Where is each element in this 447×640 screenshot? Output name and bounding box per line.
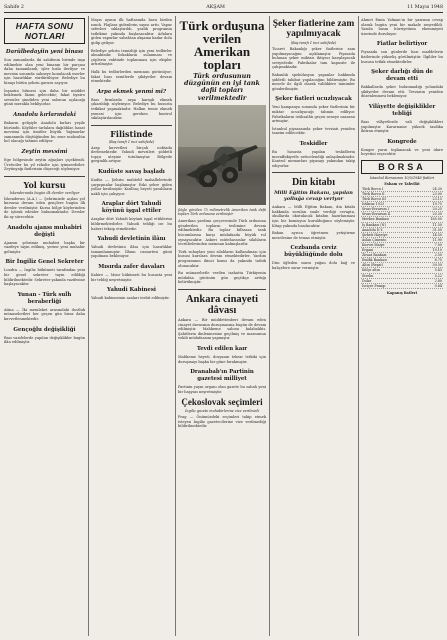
section-heading: Arpa ekmek yenmi mi? bbox=[96, 88, 167, 95]
section-heading: Zeytin mevsimi bbox=[21, 148, 68, 155]
article-text: Mayıs ayının ilk haftasında hava birden ısındı. Plajlara gidenlerin sayısı arttı. Vapur seferleri sıklaştırıldı, yazlık programın tatbikine yakında başlanacaktır. Adalara giden vapurlar sabahtan akşama kadar dolu gidip geliyor. bbox=[91, 18, 172, 45]
section-heading: Şeker fiatleri ucuzlıyacak bbox=[275, 96, 352, 103]
article-text: Kahire — Mısır hükümeti bu hususta yeni bir tebliğ neşretmiştir. bbox=[91, 273, 172, 282]
section-heading: Anadolu ajansı muhabiri değişti bbox=[7, 224, 82, 238]
section-heading: Araplar dört Yahudi köyünü işgal ettiler bbox=[101, 201, 162, 215]
section-heading: Kudüste savaş başladı bbox=[98, 169, 165, 176]
borsa-price: 19.75 bbox=[418, 202, 443, 207]
article-text: Bakanlık spekülasyon yapanlar hakkında şiddetli takibat yapılacağını bildirmiştir. Bu mesele ile ilgili olarak valiliklere tamimler gönderilmiştir. bbox=[272, 72, 355, 91]
borsa-item: İş Bankası (N) bbox=[361, 222, 418, 227]
article-text: Ajansın şehrimiz muhabiri başka bir vazifeye tayin edilmiş, yerine yeni muhabir gelmiştir. bbox=[4, 240, 85, 254]
borsa-price: 19.10 bbox=[418, 248, 443, 253]
column-3 bbox=[178, 18, 266, 638]
paper-name: AKŞAM bbox=[206, 5, 225, 10]
borsa-price: 2.50 bbox=[418, 253, 443, 258]
issue-date: 11 Mayıs 1948 bbox=[407, 5, 443, 10]
section-heading: Gençoğlu değişikliği bbox=[13, 326, 76, 333]
section-heading: Anadolu kırlarındaki bbox=[13, 111, 76, 118]
page-number: Sahife 2 bbox=[4, 5, 24, 10]
article-text: Kudüs — Şehrin muhtelif mahallelerinde çarpışmalar başlamıştır. Eski şehre giden yollar kesilmiştir. Kızılhaç heyeti yaralıların nakli için çalışıyor. bbox=[91, 178, 172, 196]
borsa-price: 23.15 bbox=[418, 197, 443, 202]
section-heading: Teskidler bbox=[299, 140, 328, 147]
borsa-price: 14.50 bbox=[418, 232, 443, 237]
borsa-price: 2.80 bbox=[418, 278, 443, 283]
section-heading: Şeker darlığı dün de devam etti bbox=[371, 69, 433, 83]
article-text: Ticaret Bakanlığı şeker fiatlerine zam yapılmayacağını açıklamıştır. Piyasada bulunan şeker miktarı ihtiyacı karşılayacak seviyededir. Fabrikalar tam kapasite ile çalışmaktadır. bbox=[272, 47, 355, 70]
section-heading: Bir İngiliz Genel Sekreter bbox=[5, 259, 84, 266]
borsa-item: Sterlin bbox=[361, 273, 418, 278]
article-text: Ahmet Emin Yalman'ın bir yazısına cevap olarak bugün yeni bir makale neşredildi. Yazıda basın hürriyetinin ehemmiyeti üzerinde duruluyor. bbox=[361, 18, 443, 36]
article-text: Londra — İngiliz hükümeti tarafından yeni bir genel sekreter tayin edildiği bildirilmektedir. Sekreter yakında vazifesine başlayacaktır. bbox=[4, 268, 85, 287]
article-text: Ankara — Milli Eğitim Bakanı, din kitabı hakkında sorulan suale verdiği cevapta, okullarda okutulacak kitabın hazırlanması için bir komisyon kurulduğunu söylemiştir. Kitap yakında basılacaktır. bbox=[272, 205, 355, 228]
article-text: Son zamanlarda iki sahifenin birinde inşa edilmekte olan yeni binanın bir parçası daha tamamlandı; işler hızla ilerliyor ve mevsim sonunda sahneye konulacak eserler için hazırlıklar sürdürülüyor. Belediye bu binayı bütün şehrin gururu sayıyor. bbox=[4, 58, 85, 85]
column-rule bbox=[358, 16, 359, 636]
divider bbox=[178, 289, 266, 290]
article-text: Belediye şehrin temizliği için yeni tedbirler almaktadır. Sokakların sulanması ve çöplerin vaktinde toplanması için ekipler artırılmıştır. bbox=[91, 48, 172, 67]
borsa-item: Türk Borcu III bbox=[361, 197, 418, 202]
borsa-table bbox=[361, 187, 443, 289]
section-heading: Yahudi devletinin ilânı bbox=[97, 236, 166, 243]
article-text: Partinin yayın organı olan gazete bu sabah yeni bir başyazı neşretmiştir. bbox=[178, 385, 266, 394]
column-rule bbox=[269, 16, 270, 636]
artillery-gun-icon bbox=[178, 105, 266, 205]
article-text: Mahkeme heyeti, dosyanın tekrar tetkiki için duruşmayı başka bir güne bırakmıştır. bbox=[178, 354, 266, 364]
borsa-item: Anadolu D.Y. bbox=[361, 227, 418, 232]
article-text: Atina — İki memleket arasındaki dostluk münasebetleri her geçen gün biraz daha kuvvetlenmektedir. bbox=[4, 307, 85, 321]
main-deck: Türk ordusunun düzgünün en iyi tank dafii topları verilmektedir bbox=[184, 72, 260, 102]
borsa-price: 0.64 bbox=[418, 283, 443, 288]
borsa-item: Türk Borcu II bbox=[361, 192, 418, 197]
section-heading: Tevdi edilen kaır bbox=[196, 345, 248, 352]
borsa-item: Dolar bbox=[361, 278, 418, 283]
section-heading: Yunan - Türk sulh beraberliği bbox=[17, 291, 72, 305]
article-text: İnşaatın bitmesi için daha bir müddet beklemek lâzım gelecektir; fakat tiyatro sevenler şimdiden yeni salonun açılacağı günü merakla bekliyorlar. bbox=[4, 88, 85, 107]
section-heading: Kongrede bbox=[387, 138, 417, 145]
article-text: Bazı vilâyetlerde vali değişiklikleri yapılmıştır. Kararname yüksek tasdika iktiran etmiştir. bbox=[361, 119, 443, 134]
borsa-item: Şirketi Hayriye bbox=[361, 232, 418, 237]
article-text: Bakan ayrıca öğretmen yetiştirme meselesine de temas etmiştir. bbox=[272, 231, 355, 240]
borsa-row bbox=[361, 283, 443, 288]
masthead-strip bbox=[4, 3, 443, 13]
section-deck: Milli Eğitim Bakanı, yapılan yolluğa cevap veriyor bbox=[274, 190, 353, 203]
section-heading: Filistinde bbox=[110, 128, 153, 139]
borsa-item: Sivas-Erzurum I bbox=[361, 207, 418, 212]
borsa-item: Emlâk Bankası bbox=[361, 258, 418, 263]
sugar-headline: Şeker fiatlerine zam yapılmıyacak bbox=[272, 19, 355, 39]
article-text: Halk bu tedbirlerden memnun görünüyor; fakat bazı semtlerde şikâyetler devam etmektedir. bbox=[91, 69, 172, 84]
article-text: Ankara — Bir müddettenberi devam eden cinayet davasının duruşmasına bugün de devam edilmiştir. Mahkeme salonu kalabalıktı. Şahitlerin dinlenmesine geçilmiş ve maznunun vekili müdafaasını yapmıştır. bbox=[178, 317, 266, 341]
section-heading: Cezbanda ceviz büyüklüğünde dolu bbox=[284, 245, 343, 259]
section-heading: Darülbedayiin yeni binası bbox=[5, 49, 84, 55]
weekend-notes-title: HAFTA SONU NOTLARI bbox=[4, 18, 85, 44]
borsa-price: 24.30 bbox=[418, 187, 443, 192]
column-1 bbox=[4, 18, 85, 638]
article-text: Piyasada son günlerde bazı maddelerin fiatlerinde yükseliş görülmüştür. İlgililer bu hususu tetkik etmektedirler. bbox=[361, 50, 443, 64]
article-text: Arap kuvvetleri birçok noktada ilerlemektedir. Yahudi mevzileri şiddetli topçu ateşine tutulmuştur. Bölgede gerginlik artıyor. bbox=[91, 145, 172, 164]
borsa-item: Kuvvei Maiye bbox=[361, 242, 418, 247]
divider bbox=[91, 125, 172, 126]
article-text: Kongre yarın toplanacak ve yeni idare heyetini seçecektir. bbox=[361, 147, 443, 157]
borsa-price: 11.90 bbox=[418, 237, 443, 242]
divider bbox=[272, 172, 355, 173]
article-text: Bakkallarda şeker bulunmadığı yolundaki şikâyetler devam etti. Tevziatın yeniden düzenlenmesi bekleniyor. bbox=[361, 85, 443, 99]
borsa-price: 5.22 bbox=[418, 273, 443, 278]
article-text: İstanbul piyasasında şeker tevziatı yeniden tanzim edilecektir. bbox=[272, 126, 355, 136]
artillery-photo bbox=[178, 105, 266, 205]
borsa-item: Türk Borcu I bbox=[361, 187, 418, 192]
article-text: Yahudi kabinesinin azaları tesbit edilmiştir. bbox=[91, 296, 170, 301]
section-heading: Yahudi Kabinesi bbox=[107, 287, 156, 294]
borsa-title: BORSA bbox=[361, 160, 443, 174]
column-4 bbox=[272, 18, 355, 638]
borsa-footer-heading: Kapanış fiatleri bbox=[386, 290, 418, 295]
borsa-price: 31.00 bbox=[418, 227, 443, 232]
borsa-price: 11.50 bbox=[418, 222, 443, 227]
column-5 bbox=[361, 18, 443, 638]
article-text: Araplar dört Yahudi köyünü işgal ettiklerini bildirmektedirler. Yahudi tebliği ise bu haberi tekzip etmektedir. bbox=[91, 217, 172, 231]
section-banner: Ankara cinayeti dâvası bbox=[185, 293, 259, 316]
photo-caption: Şöyle görülen 75 milimetrelik Amerikan tank dafii topları Türk ordusuna verilmiştir bbox=[178, 207, 266, 217]
borsa-item: Merkez Bankası bbox=[361, 217, 418, 222]
section-kicker: İskenderunda bugün ilk dersler veriliyor bbox=[9, 190, 80, 195]
borsa-item: Ziraat Bankası bbox=[361, 253, 418, 258]
section-heading: Dranabab'ın Partinin gazetesi milliyet bbox=[190, 369, 254, 383]
borsa-item: Aslan Çimento bbox=[361, 237, 418, 242]
borsa-item: Ergani bbox=[361, 248, 418, 253]
borsa-subtitle: İstanbul Borsasının 10/5/1948 fiatleri bbox=[369, 175, 435, 180]
article-text: Baharın gelişiyle Anadolu kırları yeşile büründü. Köylüler tarlalara dağıldılar, hasat mevsimi için ümitler büyük. Yağmurlar zamanında düştüğünden bu sene mahsulün bol olacağı tahmin ediliyor. bbox=[4, 120, 85, 144]
borsa-item: İstikraz 1933 bbox=[361, 202, 418, 207]
column-rule bbox=[88, 16, 89, 636]
section-kicker: İngiliz gazete muhabirlerine vize verilmedi bbox=[185, 409, 259, 414]
article-text: Prag — Önümüzdeki seçimleri takip etmek isteyen İngiliz gazetecilerine vize verilmediği bildirilmektedir. bbox=[178, 415, 266, 429]
article-text: İskenderun (A.A.) — Şehrimizde açılan yol kursuna devam eden gençlere bugün ilk dersler verilmiştir. Kursa bölge köylerinden de iştirak edenler bulunmaktadır. Dersler iki ay sürecektir. bbox=[4, 196, 85, 220]
article-text: Türk subayları yeni silahların kullanılması için hususi kurslara devam etmektedirler. Yardım programının ikinci kısmı da yakında tatbik olunacaktır. bbox=[178, 249, 266, 268]
article-text: Bu hususta yapılan teskidlerin muvaffakiyetle neticelendiği anlaşılmaktadır. Kontrol memurları piyasayı yakından takip ediyorlar. bbox=[272, 149, 355, 168]
section-kicker: (Baş tarafı 1 inci sahifede) bbox=[108, 139, 155, 144]
section-heading: Mısırda zafer davaları bbox=[98, 264, 165, 270]
column-2 bbox=[91, 18, 172, 638]
section-heading: Vilâyette değişiklikler tebliği bbox=[368, 103, 436, 117]
borsa-price: 7.00 bbox=[418, 242, 443, 247]
article-text: Bazı fırınlarda arpa karışık ekmek çıkarıldığı söyleniyor. Belediye bu hususta tetkikat yapmaktadır. Halkın temiz ekmek yemesi için gereken kontrol sıkılaştırılacaktır. bbox=[91, 97, 172, 121]
borsa-price: 20.30 bbox=[418, 212, 443, 217]
section-heading: Fiatlar belirtiyor bbox=[376, 41, 428, 48]
article-text: Amerikan yardımı çerçevesinde Türk ordusuna gönderilen topların teslimine devam edilmektedir. Bu toplar bilhassa tank hücumlarına karşı müdafaada büyük rol oynayacaktır. Askeri mütehassıslar silahların tecrübelerinden memnun kalmışlardır. bbox=[178, 219, 266, 247]
section-banner: Din kitabı bbox=[291, 177, 336, 189]
borsa-price: 20.25 bbox=[418, 207, 443, 212]
section-kicker: (Baş tarafı 1 inci sahifede) bbox=[290, 41, 337, 45]
article-text: Bazı vazifelerde yapılan değişiklikler bugün ilân edilmiştir. bbox=[4, 335, 85, 345]
article-text: Bu münasebetle verilen izahatta Türkiyenin müdafaa gücünün gün geçtikçe arttığı belirtilmiştir. bbox=[178, 271, 266, 285]
article-text: Ege bölgesinde zeytin ağaçları çiçeklendi. Üreticiler bu yıl rekolte için iyimserdirler. Zeytinyağı fiatlerinin düşeceği söyleniyor. bbox=[4, 157, 85, 172]
borsa-table-heading: Esham ve Tahvilât bbox=[384, 181, 420, 186]
borsa-price: 165.00 bbox=[418, 217, 443, 222]
borsa-item: Altın (Reşat) bbox=[361, 263, 418, 268]
article-text: Dün öğleden sonra yağan dolu bağ ve bahçelere zarar vermiştir. bbox=[272, 261, 355, 271]
section-banner: Çekoslovak seçimleri bbox=[181, 397, 263, 408]
divider bbox=[4, 176, 85, 177]
borsa-price: 39.50 bbox=[418, 263, 443, 268]
article-text: Yahudi devletinin ilânı için hazırlıklar tamamlanmıştır. İlânın cumartesi günü yapılması bekleniyor. bbox=[91, 245, 172, 259]
borsa-item: Sivas-Erzurum II bbox=[361, 212, 418, 217]
borsa-price: 8.75 bbox=[418, 258, 443, 263]
main-headline: Türk orduşuna verilen Amerikan topları bbox=[179, 18, 265, 72]
borsa-item: Külçe altın bbox=[361, 268, 418, 273]
borsa-item: İsviçre Frangı bbox=[361, 283, 418, 288]
article-text: Yeni kampanya sonunda şeker fiatlerinin bir miktar ucuzlıyacağı tahmin ediliyor. Fabrikaların istihsalâtı geçen seneye nazaran artmıştır. bbox=[272, 105, 355, 124]
borsa-price: 5.43 bbox=[418, 268, 443, 273]
borsa-price: 23.00 bbox=[418, 192, 443, 197]
section-heading: Yol kursu bbox=[23, 179, 66, 190]
column-rule bbox=[175, 16, 176, 636]
